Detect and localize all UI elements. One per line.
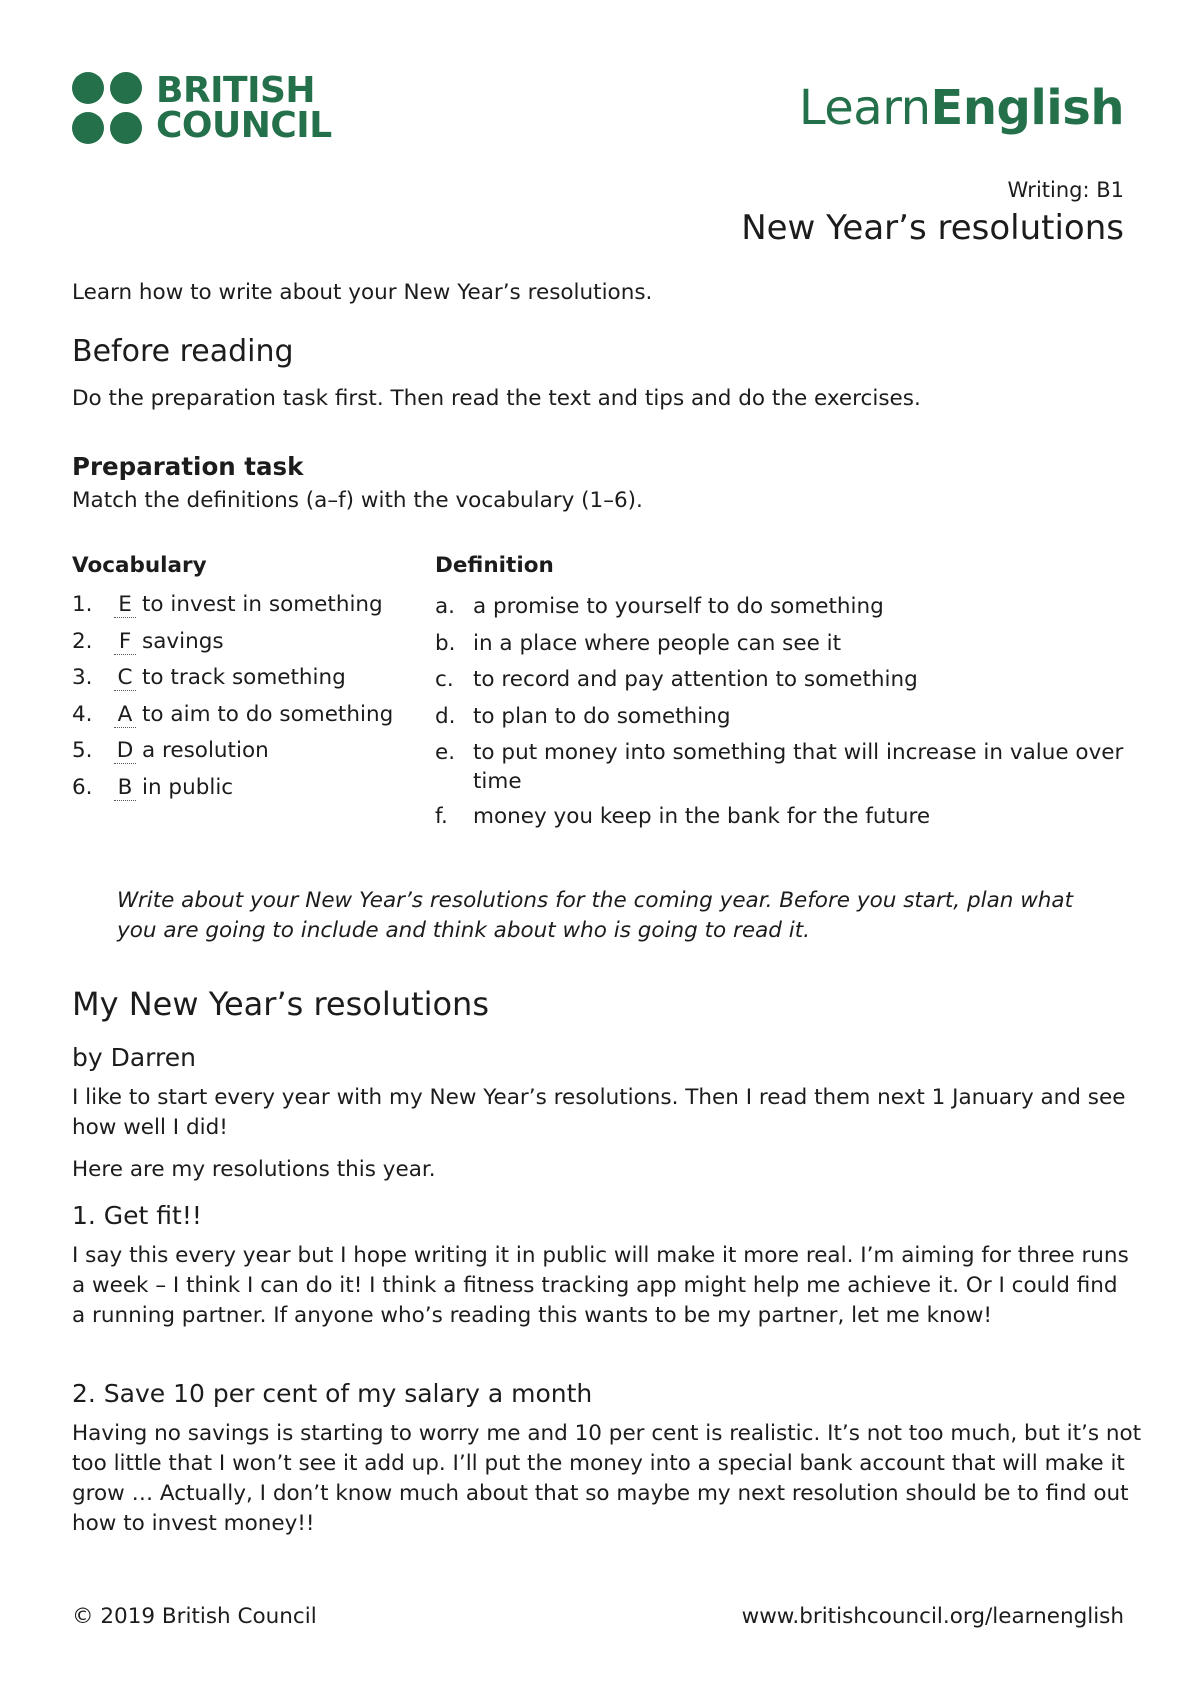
page-title: New Year’s resolutions [741,208,1124,248]
resolution-heading: 1. Get fit!! [72,1201,202,1230]
article-byline: by Darren [72,1043,196,1072]
definition-list [435,592,1135,839]
vocab-item: 6. B in public [72,774,234,800]
article-paragraph: Here are my resolutions this year. [72,1157,436,1182]
definition-item: f. money you keep in the bank for the future [435,804,931,829]
vocab-item: 2. F savings [72,628,224,654]
definition-item: b. in a place where people can see it [435,630,842,656]
british-council-logo [72,72,332,144]
before-reading-heading: Before reading [72,334,294,369]
answer-blank[interactable]: A [114,702,136,728]
footer-copyright: © 2019 British Council [72,1604,317,1629]
learnenglish-logo: LearnEnglish [798,80,1124,136]
prep-heading: Preparation task [72,452,304,481]
answer-blank[interactable]: F [114,629,136,655]
logo-dots-icon [72,72,142,144]
vocab-item: 3. C to track something [72,665,346,690]
vocab-item: 1. E to invest in something [72,592,383,617]
vocab-item: 4. A to aim to do something [72,701,394,727]
vocab-list [72,592,393,811]
definition-header: Definition [435,553,554,578]
vocab-item: 5. D a resolution [72,738,269,763]
level-label: Writing: B1 [1007,178,1124,202]
footer-url[interactable]: www.britishcouncil.org/learnenglish [741,1604,1124,1629]
vocab-header: Vocabulary [72,553,207,578]
logo-text: BRITISH COUNCIL [156,70,332,146]
prep-instruction: Match the definitions (a–f) with the vocabulary (1–6). [72,488,643,513]
resolution-heading: 2. Save 10 per cent of my salary a month [72,1379,593,1408]
definition-item: e. to put money into something that will increase in value over time [435,740,1124,794]
answer-blank[interactable]: B [114,775,136,801]
writing-task: Write about your New Year’s resolutions for the coming year. Before you start, plan what you are going to include and think about who is going to read it. [117,888,1074,943]
article-paragraph: Having no savings is starting to worry me and 10 per cent is realistic. It’s not too much, but it’s not too little that I won’t see it add up. I’ll put the money into a special bank account that will make it grow … Actually, I don’t know much about that so maybe my next resolution should be to find out how to invest money!! [72,1421,1142,1536]
definition-item: d. to plan to do something [435,703,731,729]
article-paragraph: I like to start every year with my New Year’s resolutions. Then I read them next 1 January and see how well I did! [72,1085,1126,1140]
article-title: My New Year’s resolutions [72,985,489,1023]
before-reading-text: Do the preparation task first. Then read the text and tips and do the exercises. [72,386,921,411]
answer-blank[interactable]: D [114,738,136,764]
intro-text: Learn how to write about your New Year’s resolutions. [72,280,653,305]
answer-blank[interactable]: C [114,665,136,691]
definition-item: a. a promise to yourself to do something [435,594,884,619]
answer-blank[interactable]: E [114,592,136,618]
definition-item: c. to record and pay attention to something [435,667,918,692]
article-paragraph: I say this every year but I hope writing it in public will make it more real. I’m aiming for three runs a week – I think I can do it! I think a fitness tracking app might help me achieve it. Or I could find a running partner. If anyone who’s reading this wants to be my partner, let me know! [72,1243,1129,1328]
